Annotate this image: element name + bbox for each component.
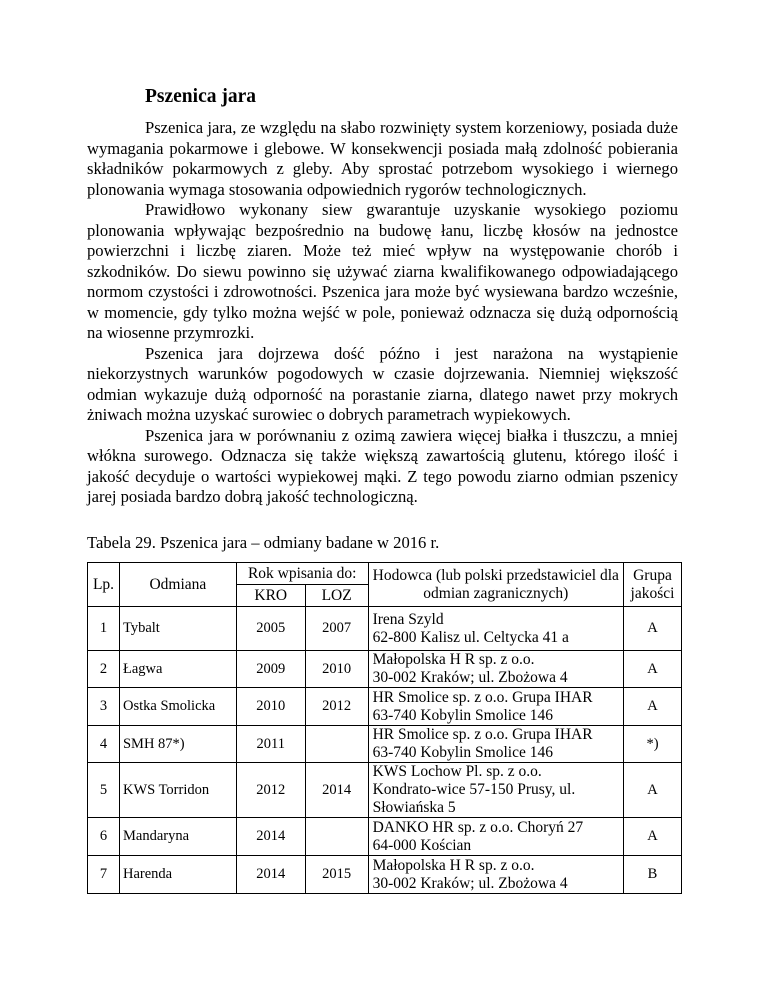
cell-loz: 2010 xyxy=(305,651,368,688)
cell-hodowca xyxy=(368,651,623,688)
cell-loz: 2012 xyxy=(305,688,368,726)
table-row xyxy=(88,726,682,763)
table-row xyxy=(88,688,682,726)
varieties-table xyxy=(87,562,682,894)
cell-odmiana: Mandaryna xyxy=(119,818,236,856)
cell-grupa: B xyxy=(623,856,681,894)
cell-kro: 2009 xyxy=(236,651,305,688)
hodowca-line: Irena Szyld xyxy=(372,610,444,628)
hodowca-line: 63-740 Kobylin Smolice 146 xyxy=(372,706,553,724)
cell-hodowca xyxy=(368,688,623,726)
table-caption: Tabela 29. Pszenica jara – odmiany badane w 2016 r. xyxy=(87,533,440,552)
hodowca-line: KWS Lochow Pl. sp. z o.o. xyxy=(372,763,542,780)
cell-hodowca xyxy=(368,726,623,763)
cell-lp: 6 xyxy=(88,818,120,856)
table-row xyxy=(88,763,682,818)
header-grupa: Grupa jakości xyxy=(623,563,681,607)
hodowca-line: 30-002 Kraków; ul. Zbożowa 4 xyxy=(372,669,568,686)
cell-kro: 2012 xyxy=(236,763,305,818)
cell-grupa: A xyxy=(623,818,681,856)
cell-hodowca xyxy=(368,607,623,651)
cell-odmiana: Łagwa xyxy=(119,651,236,688)
hodowca-line: HR Smolice sp. z o.o. Grupa IHAR xyxy=(372,688,593,706)
hodowca-line: DANKO HR sp. z o.o. Choryń 27 xyxy=(372,818,584,836)
hodowca-line: Słowiańska 5 xyxy=(372,799,456,816)
table-row xyxy=(88,818,682,856)
cell-kro: 2011 xyxy=(236,726,305,763)
table-row xyxy=(88,607,682,651)
paragraph: Prawidłowo wykonany siew gwarantuje uzyskanie wysokiego poziomu plonowania wpływając bezpośrednio na budowę łanu, liczbę kłosów na jednostce powierzchni i liczbę ziaren. Może też mieć wpływ na występowanie chorób i szkodników. Do siewu powinno się używać ziarna kwalifikowanego odpowiadającego normom czystości i zdrowotności. Pszenica jara może być wysiewana bardzo wcześnie, w momencie, gdy tylko można wejść w pole, ponieważ odznacza się dużą odpornością na wiosenne przymrozki. xyxy=(87,200,678,342)
cell-hodowca xyxy=(368,856,623,894)
paragraph: Pszenica jara dojrzewa dość późno i jest narażona na wystąpienie niekorzystnych warunków pogodowych w czasie dojrzewania. Niemniej większość odmian wykazuje dużą odporność na porastanie ziarna, dlatego nawet przy mokrych żniwach można uzyskać surowiec o dobrych parametrach wypiekowych. xyxy=(87,343,678,424)
cell-hodowca xyxy=(368,763,623,818)
hodowca-line: Małopolska H R sp. z o.o. xyxy=(372,856,535,874)
paragraph: Pszenica jara w porównaniu z ozimą zawiera więcej białka i tłuszczu, a mniej włókna surowego. Odznacza się także większą zawartością glutenu, którego ilość i jakość decyduje o wartości wypiekowej mąki. Z tego powodu ziarno odmian pszenicy jarej posiada bardzo dobrą jakość technologiczną. xyxy=(87,425,678,506)
cell-grupa: *) xyxy=(623,726,681,763)
header-loz: LOZ xyxy=(305,585,368,607)
cell-odmiana: Tybalt xyxy=(119,607,236,651)
cell-odmiana: KWS Torridon xyxy=(119,763,236,818)
cell-loz xyxy=(305,726,368,763)
cell-kro: 2010 xyxy=(236,688,305,726)
table-row xyxy=(88,651,682,688)
hodowca-line: 63-740 Kobylin Smolice 146 xyxy=(372,744,553,761)
cell-grupa: A xyxy=(623,763,681,818)
cell-hodowca xyxy=(368,818,623,856)
header-hodowca: Hodowca (lub polski przedstawiciel dla odmian zagranicznych) xyxy=(368,563,623,607)
cell-kro: 2005 xyxy=(236,607,305,651)
hodowca-line: HR Smolice sp. z o.o. Grupa IHAR xyxy=(372,726,593,743)
hodowca-line: Kondrato-wice 57-150 Prusy, ul. xyxy=(372,781,576,798)
header-rok-wpisania: Rok wpisania do: xyxy=(236,563,368,585)
cell-kro: 2014 xyxy=(236,856,305,894)
hodowca-line: 62-800 Kalisz ul. Celtycka 41 a xyxy=(372,628,569,646)
header-kro: KRO xyxy=(236,585,305,607)
hodowca-line: 64-000 Kościan xyxy=(372,836,472,854)
paragraph: Pszenica jara, ze względu na słabo rozwinięty system korzeniowy, posiada duże wymagania pokarmowe i glebowe. W konsekwencji posiada małą zdolność pobierania składników pokarmowych z gleby. Aby sprostać potrzebom wysokiego i wiernego plonowania wymaga stosowania odpowiednich rygorów technologicznych. xyxy=(87,118,678,199)
cell-lp: 3 xyxy=(88,688,120,726)
cell-grupa: A xyxy=(623,651,681,688)
cell-lp: 7 xyxy=(88,856,120,894)
cell-odmiana: SMH 87*) xyxy=(119,726,236,763)
cell-loz: 2014 xyxy=(305,763,368,818)
cell-lp: 2 xyxy=(88,651,120,688)
cell-grupa: A xyxy=(623,688,681,726)
table-body xyxy=(88,607,682,894)
cell-odmiana: Harenda xyxy=(119,856,236,894)
hodowca-line: 30-002 Kraków; ul. Zbożowa 4 xyxy=(372,874,568,892)
cell-odmiana: Ostka Smolicka xyxy=(119,688,236,726)
table-row xyxy=(88,856,682,894)
body-text xyxy=(87,118,678,508)
cell-lp: 4 xyxy=(88,726,120,763)
cell-loz: 2007 xyxy=(305,607,368,651)
cell-lp: 5 xyxy=(88,763,120,818)
header-odmiana: Odmiana xyxy=(119,563,236,607)
cell-grupa: A xyxy=(623,607,681,651)
header-lp: Lp. xyxy=(88,563,120,607)
cell-loz xyxy=(305,818,368,856)
cell-loz: 2015 xyxy=(305,856,368,894)
hodowca-line: Małopolska H R sp. z o.o. xyxy=(372,651,535,668)
cell-kro: 2014 xyxy=(236,818,305,856)
section-heading: Pszenica jara xyxy=(145,86,257,107)
cell-lp: 1 xyxy=(88,607,120,651)
